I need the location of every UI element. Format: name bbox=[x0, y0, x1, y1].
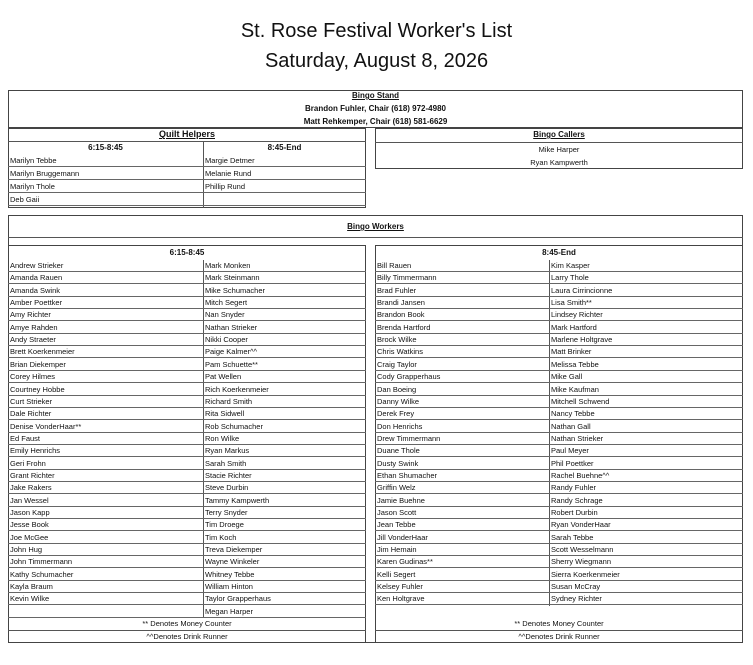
worker-early-row bbox=[8, 309, 366, 321]
worker-early-name-b: Steve Durbin bbox=[205, 483, 249, 493]
worker-late-name-a: Bill Rauen bbox=[377, 261, 412, 270]
worker-late-name-a: Dan Boeing bbox=[377, 384, 417, 394]
quilt-helper-early: Marilyn Thole bbox=[10, 182, 55, 191]
worker-late-name-b: Randy Fuhler bbox=[551, 483, 597, 493]
worker-late-name-b: Paul Meyer bbox=[551, 446, 589, 456]
worker-late-name-a: Jamie Buehne bbox=[377, 495, 425, 505]
worker-late-name-a: Karen Gudinas** bbox=[377, 557, 433, 567]
worker-early-name-b: Pat Wellen bbox=[205, 372, 242, 382]
worker-early-row bbox=[8, 507, 366, 519]
title-line-2: Saturday, August 8, 2026 bbox=[264, 50, 489, 72]
worker-late-row bbox=[375, 593, 743, 605]
worker-late-name-b: Ryan VonderHaar bbox=[551, 520, 611, 530]
worker-late-name-b: Mitchell Schwend bbox=[551, 396, 610, 406]
worker-late-row bbox=[375, 285, 743, 297]
worker-early-name-b: Mark Steinmann bbox=[205, 273, 260, 283]
worker-late-name-a: Ethan Shumacher bbox=[377, 470, 438, 480]
worker-early-name-b: Wayne Winkeler bbox=[205, 557, 260, 567]
worker-early-row bbox=[8, 581, 366, 593]
worker-early-row bbox=[8, 470, 366, 482]
worker-late-name-b: Larry Thole bbox=[551, 273, 589, 283]
worker-early-row bbox=[8, 384, 366, 396]
caller-name: Mike Harper bbox=[538, 145, 580, 154]
worker-late-row bbox=[375, 359, 743, 371]
bingo-stand-chair-1: Brandon Fuhler, Chair (618) 972-4980 bbox=[305, 104, 446, 113]
worker-early-row bbox=[8, 371, 366, 383]
worker-early-name-b: Whitney Tebbe bbox=[205, 569, 255, 579]
worker-early-row bbox=[8, 606, 366, 618]
worker-late-row bbox=[375, 371, 743, 383]
worker-late-name-a: Derek Frey bbox=[377, 409, 415, 419]
worker-early-row bbox=[8, 482, 366, 494]
worker-late-row bbox=[375, 272, 743, 284]
worker-late-row bbox=[375, 433, 743, 445]
worker-early-row bbox=[8, 322, 366, 334]
worker-late-name-b: Sierra Koerkenmeier bbox=[551, 569, 620, 579]
worker-late-name-b: Rachel Buehne^^ bbox=[551, 470, 610, 480]
worker-late-name-b: Kim Kasper bbox=[551, 261, 590, 270]
worker-late-name-a: Jason Scott bbox=[377, 508, 417, 517]
worker-late-name-b: Randy Schrage bbox=[551, 495, 603, 505]
worker-late-name-a: Brock Wilke bbox=[377, 335, 417, 345]
worker-early-name-b: William Hinton bbox=[205, 582, 253, 592]
worker-late-name-b: Susan McCray bbox=[551, 582, 601, 592]
worker-late-name-b: Nancy Tebbe bbox=[551, 409, 595, 419]
worker-early-name-b: Rita Sidwell bbox=[205, 409, 245, 419]
bingo-callers-heading: Bingo Callers bbox=[533, 130, 585, 139]
worker-early-name-a: Denise VonderHaar** bbox=[10, 421, 82, 431]
worker-late-row bbox=[375, 458, 743, 470]
worker-late-row bbox=[375, 569, 743, 581]
worker-early-name-a: Amanda Rauen bbox=[10, 273, 63, 283]
worker-early-name-b: Richard Smith bbox=[205, 396, 253, 406]
worker-early-name-a: Jesse Book bbox=[10, 520, 49, 530]
worker-late-row bbox=[375, 470, 743, 482]
worker-late-name-a: Duane Thole bbox=[377, 446, 420, 456]
worker-early-row bbox=[8, 593, 366, 605]
worker-early-name-a: Amye Rahden bbox=[10, 322, 58, 332]
worker-late-row bbox=[375, 396, 743, 408]
worker-early-row bbox=[8, 421, 366, 433]
quilt-row bbox=[8, 154, 366, 167]
worker-early-name-b: Megan Harper bbox=[205, 606, 253, 616]
quilt-col-1-heading: 6:15-8:45 bbox=[88, 143, 123, 152]
worker-early-name-a: Curt Strieker bbox=[10, 396, 53, 406]
worker-late-name-a: Cody Grapperhaus bbox=[377, 372, 441, 382]
worker-early-name-a: Amber Poettker bbox=[10, 298, 63, 308]
worker-late-row bbox=[375, 297, 743, 309]
worker-early-name-b: Stacie Richter bbox=[205, 470, 252, 480]
worker-early-name-b: Nan Snyder bbox=[205, 310, 245, 320]
worker-late-name-b: Sydney Richter bbox=[551, 594, 602, 604]
quilt-helper-late: Melanie Rund bbox=[205, 169, 252, 178]
worker-early-row bbox=[8, 396, 366, 408]
worker-early-name-a: Brian Diekemper bbox=[10, 359, 66, 369]
worker-late-row bbox=[375, 384, 743, 396]
worker-early-row bbox=[8, 297, 366, 309]
worker-late-name-a: Brenda Hartford bbox=[377, 322, 431, 332]
worker-early-name-a: Kayla Braum bbox=[10, 582, 53, 592]
worker-early-name-b: Terry Snyder bbox=[205, 508, 248, 517]
worker-early-row bbox=[8, 285, 366, 297]
worker-early-name-a: Courtney Hobbe bbox=[10, 384, 65, 394]
bingo-stand-heading: Bingo Stand bbox=[351, 91, 400, 100]
worker-early-name-b: Ryan Markus bbox=[205, 446, 250, 456]
quilt-helper-late: Margie Detmer bbox=[205, 156, 255, 165]
worker-late-name-b: Marlene Holtgrave bbox=[551, 335, 613, 345]
worker-early-name-a: Grant Richter bbox=[10, 470, 55, 480]
worker-early-name-b: Ron Wilke bbox=[205, 433, 240, 443]
worker-early-name-b: Nathan Strieker bbox=[205, 322, 258, 332]
worker-late-name-b: Lindsey Richter bbox=[551, 310, 603, 320]
worker-early-row bbox=[8, 458, 366, 470]
worker-late-row bbox=[375, 309, 743, 321]
worker-late-name-a: Craig Taylor bbox=[377, 359, 417, 369]
worker-early-name-a: Brett Koerkenmeier bbox=[10, 347, 75, 357]
worker-early-name-a: Corey Hilmes bbox=[10, 372, 56, 382]
worker-early-name-a: Amanda Swink bbox=[10, 285, 61, 295]
quilt-row bbox=[8, 193, 366, 206]
worker-early-row bbox=[8, 532, 366, 544]
worker-early-name-a: John Hug bbox=[10, 545, 43, 555]
worker-early-name-a: Kathy Schumacher bbox=[10, 569, 74, 579]
worker-late-name-a: Jim Hemain bbox=[377, 545, 417, 555]
worker-early-name-b: Mark Monken bbox=[205, 261, 251, 270]
worker-late-row bbox=[375, 322, 743, 334]
worker-early-row bbox=[8, 556, 366, 568]
worker-late-name-b: Mark Hartford bbox=[551, 322, 597, 332]
worker-early-row bbox=[8, 260, 366, 272]
worker-late-name-a: Jill VonderHaar bbox=[377, 532, 428, 542]
worker-early-name-b: Tim Droege bbox=[205, 520, 244, 530]
worker-late-row bbox=[375, 421, 743, 433]
worker-early-row bbox=[8, 519, 366, 531]
worker-late-name-a: Griffin Welz bbox=[377, 483, 416, 493]
worker-late-name-b: Scott Wesselmann bbox=[551, 545, 614, 555]
worker-early-name-b: Taylor Grapperhaus bbox=[205, 594, 271, 604]
note-drink-runner-left: ^^Denotes Drink Runner bbox=[146, 632, 228, 641]
worker-late-name-b: Phil Poettker bbox=[551, 458, 594, 468]
worker-early-row bbox=[8, 408, 366, 420]
worker-late-name-b: Robert Durbin bbox=[551, 508, 598, 517]
quilt-helper-early: Marilyn Bruggemann bbox=[10, 169, 80, 178]
worker-early-row bbox=[8, 495, 366, 507]
worker-late-row bbox=[375, 507, 743, 519]
worker-early-name-b: Mike Schumacher bbox=[205, 285, 266, 295]
worker-early-name-a: Joe McGee bbox=[10, 532, 49, 542]
bingo-workers-heading: Bingo Workers bbox=[347, 222, 404, 231]
worker-early-row bbox=[8, 569, 366, 581]
worker-early-name-b: Pam Schuette** bbox=[205, 359, 258, 369]
worker-early-name-a: Ed Faust bbox=[10, 433, 41, 443]
quilt-helper-early: Marilyn Tebbe bbox=[10, 156, 57, 165]
worker-late-row bbox=[375, 544, 743, 556]
worker-early-name-b: Rich Koerkenmeier bbox=[205, 384, 269, 394]
worker-late-name-b: Lisa Smith** bbox=[551, 298, 592, 308]
quilt-helper-late: Phillip Rund bbox=[205, 182, 246, 191]
worker-early-name-b: Nikki Cooper bbox=[205, 335, 248, 345]
worker-late-name-b: Sherry Wiegmann bbox=[551, 557, 612, 567]
worker-early-row bbox=[8, 359, 366, 371]
worker-late-row bbox=[375, 556, 743, 568]
worker-early-row bbox=[8, 433, 366, 445]
worker-late-name-a: Jean Tebbe bbox=[377, 520, 416, 530]
worker-early-name-a: Amy Richter bbox=[10, 310, 51, 320]
worker-early-name-a: Geri Frohn bbox=[10, 458, 46, 468]
title-line-1: St. Rose Festival Worker's List bbox=[240, 20, 513, 42]
worker-late-name-a: Don Henrichs bbox=[377, 421, 423, 431]
worker-early-row bbox=[8, 272, 366, 284]
worker-late-name-a: Brad Fuhler bbox=[377, 285, 417, 295]
worker-early-name-b: Mitch Segert bbox=[205, 298, 248, 308]
worker-late-row bbox=[375, 334, 743, 346]
workers-right-heading: 8:45-End bbox=[542, 248, 576, 257]
quilt-helper-early: Deb Gaii bbox=[10, 195, 40, 204]
worker-late-name-b: Mike Gall bbox=[551, 372, 583, 382]
worker-late-name-b: Matt Brinker bbox=[551, 347, 592, 357]
worker-late-row bbox=[375, 495, 743, 507]
worker-late-row bbox=[375, 408, 743, 420]
worker-late-name-b: Nathan Gall bbox=[551, 421, 591, 431]
worker-late-name-b: Laura Cirrincionne bbox=[551, 285, 613, 295]
worker-early-row bbox=[8, 346, 366, 358]
worker-late-row bbox=[375, 519, 743, 531]
worker-late-name-a: Dusty Swink bbox=[377, 458, 419, 468]
worker-late-row bbox=[375, 482, 743, 494]
quilt-row bbox=[8, 180, 366, 193]
worker-early-name-a: Kevin Wilke bbox=[10, 594, 50, 604]
worker-late-name-a: Ken Holtgrave bbox=[377, 594, 425, 604]
worker-late-name-a: Brandi Jansen bbox=[377, 298, 425, 308]
worker-early-name-a: Andy Straeter bbox=[10, 335, 56, 345]
worker-early-name-b: Rob Schumacher bbox=[205, 421, 263, 431]
quilt-col-2-heading: 8:45-End bbox=[267, 143, 302, 152]
worker-late-name-b: Sarah Tebbe bbox=[551, 532, 594, 542]
worker-late-name-b: Mike Kaufman bbox=[551, 384, 599, 394]
worker-early-name-a: Jason Kapp bbox=[10, 508, 50, 517]
worker-early-name-a: Emily Henrichs bbox=[10, 446, 61, 456]
worker-late-name-a: Chris Watkins bbox=[377, 347, 423, 357]
worker-early-row bbox=[8, 544, 366, 556]
worker-late-row bbox=[375, 532, 743, 544]
worker-early-name-a: Andrew Strieker bbox=[10, 261, 64, 270]
worker-late-row bbox=[375, 445, 743, 457]
worker-early-name-b: Tim Koch bbox=[205, 532, 237, 542]
worker-late-name-a: Billy Timmermann bbox=[377, 273, 437, 283]
worker-late-name-a: Kelli Segert bbox=[377, 569, 416, 579]
caller-name: Ryan Kampwerth bbox=[530, 158, 588, 167]
worker-late-row bbox=[375, 260, 743, 272]
quilt-row bbox=[8, 167, 366, 180]
worker-early-name-b: Sarah Smith bbox=[205, 458, 247, 468]
worker-early-name-b: Paige Kalmer^^ bbox=[205, 347, 258, 357]
worker-early-name-a: Jan Wessel bbox=[10, 495, 49, 505]
worker-late-row bbox=[375, 346, 743, 358]
note-drink-runner-right: ^^Denotes Drink Runner bbox=[518, 632, 600, 641]
worker-late-name-b: Nathan Strieker bbox=[551, 433, 604, 443]
bingo-stand-chair-2: Matt Rehkemper, Chair (618) 581-6629 bbox=[303, 117, 448, 126]
note-money-counter-left: ** Denotes Money Counter bbox=[142, 619, 232, 628]
note-money-counter-right: ** Denotes Money Counter bbox=[514, 619, 604, 628]
worker-early-name-a: Jake Rakers bbox=[10, 483, 52, 493]
workers-left-heading: 6:15-8:45 bbox=[169, 248, 205, 257]
worker-late-name-a: Drew Timmermann bbox=[377, 433, 441, 443]
worker-early-name-a: Dale Richter bbox=[10, 409, 52, 419]
worker-early-row bbox=[8, 445, 366, 457]
quilt-helpers-heading: Quilt Helpers bbox=[158, 129, 215, 139]
worker-late-name-a: Kelsey Fuhler bbox=[377, 582, 423, 592]
worker-late-row bbox=[375, 581, 743, 593]
worker-early-name-b: Tammy Kampwerth bbox=[205, 495, 270, 505]
worker-early-name-a: John Timmermann bbox=[10, 557, 73, 567]
worker-early-row bbox=[8, 334, 366, 346]
worker-late-name-a: Brandon Book bbox=[377, 310, 425, 320]
worker-late-name-a: Danny Wilke bbox=[377, 396, 420, 406]
worker-late-name-b: Melissa Tebbe bbox=[551, 359, 599, 369]
worker-early-name-b: Treva Diekemper bbox=[205, 545, 263, 555]
